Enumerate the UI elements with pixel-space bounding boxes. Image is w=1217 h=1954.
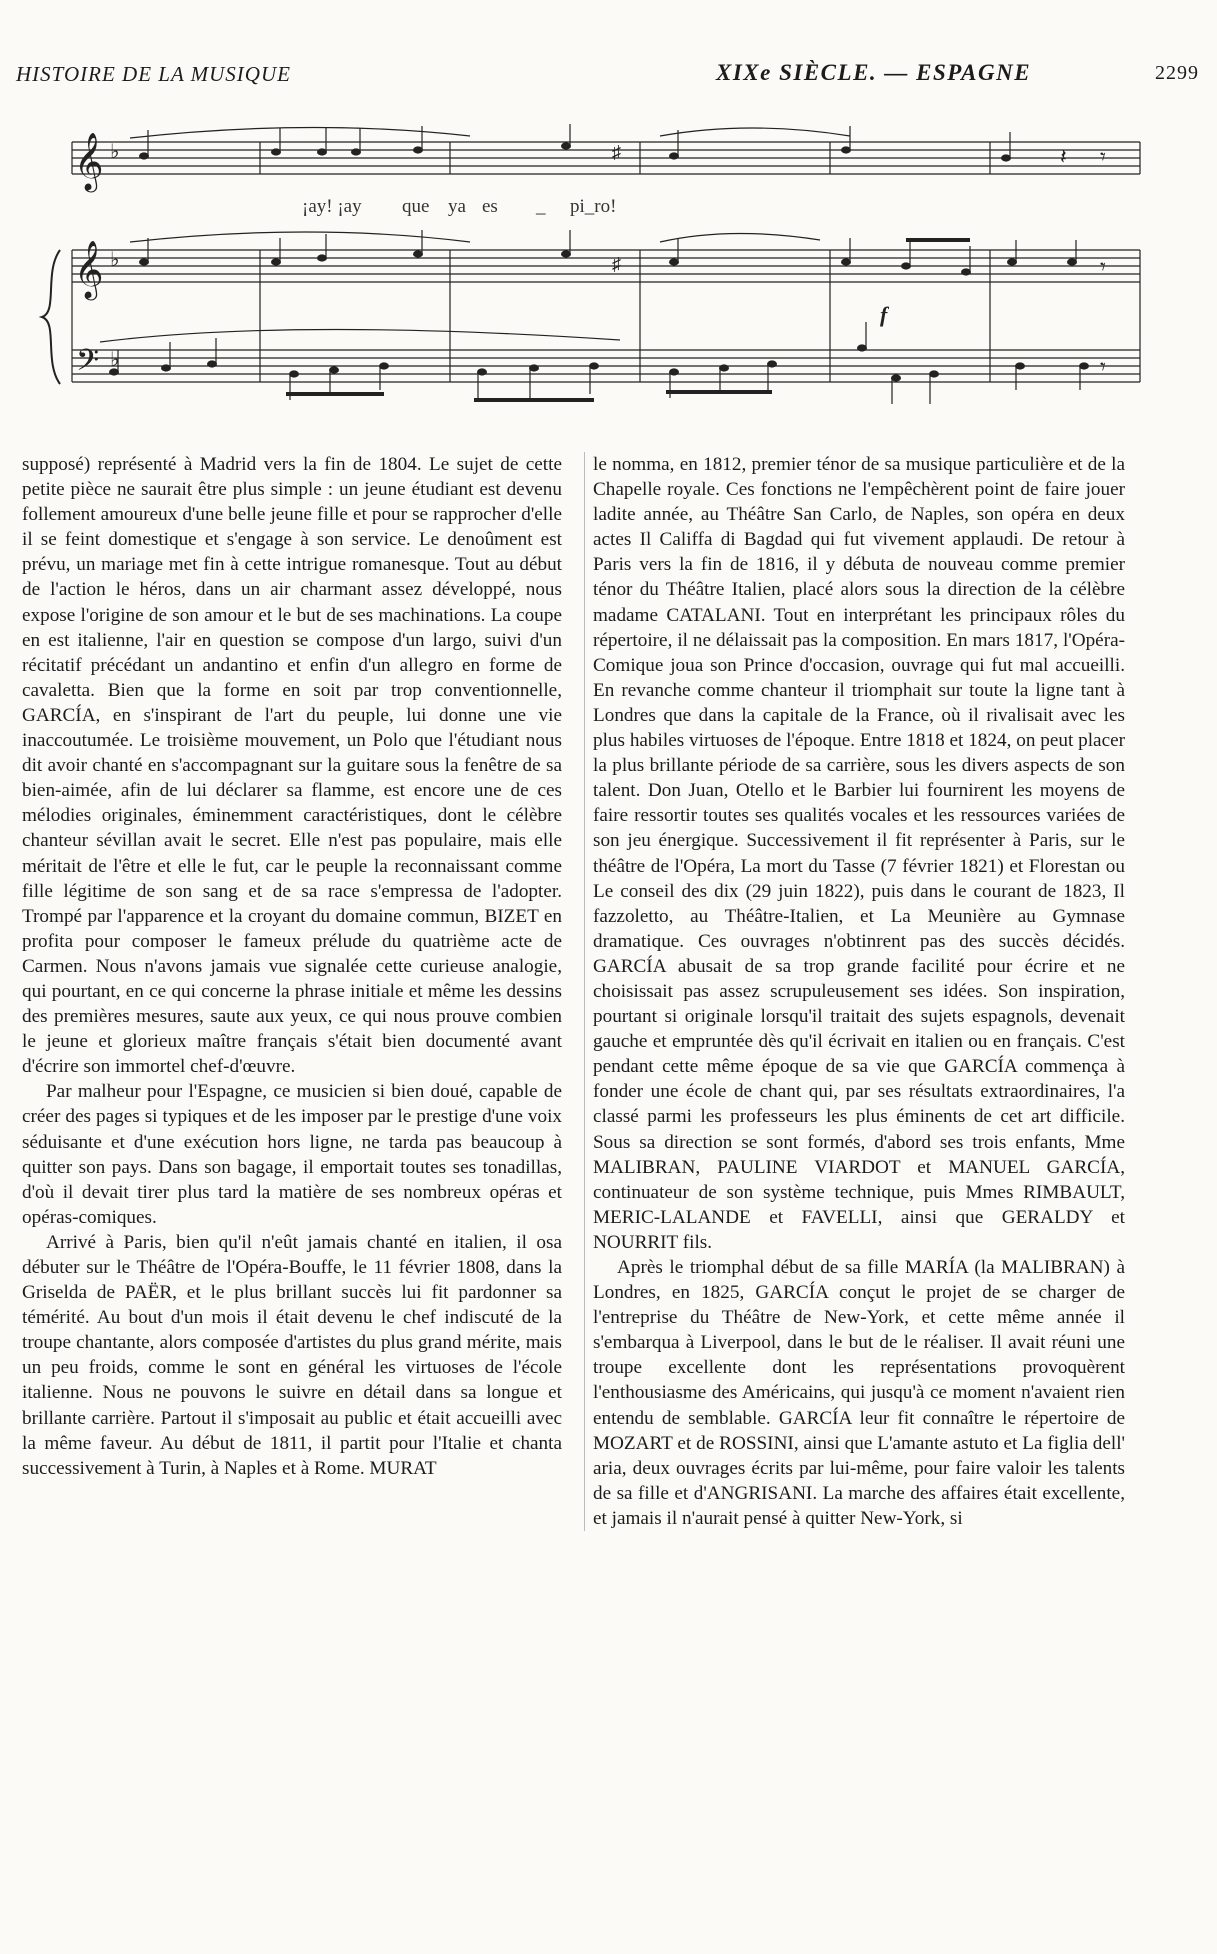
- svg-text:♯: ♯: [612, 142, 621, 162]
- running-header: [16, 62, 1199, 96]
- paragraph: Après le triomphal début de sa fille MARÍA (la MALIBRAN) à Londres, en 1825, GARCÍA conçut le projet de se charger de l'entreprise du Théâtre de New-York, et cette même année il s'embarqua à Liverpool, dans le but de le réaliser. Il avait réuni une troupe excellente dont les représentations provoquèrent l'enthousiasme des Américains, qui jusqu'à ce moment n'avaient rien entendu de semblable. GARCÍA leur fit connaître le répertoire de MOZART et de ROSSINI, ainsi que L'amante astuto et La figlia dell' aria, deux ouvrages écrits par lui-même, pour faire valoir les talents de sa fille et d'ANGRISANI. La marche des affaires était excellente, et jamais il n'aurait pensé à quitter New-York, si: [593, 1257, 1125, 1529]
- paragraph: Par malheur pour l'Espagne, ce musicien si bien doué, capable de créer des pages si typiques et de les imposer par le prestige d'une voix séduisante et d'une exécution hors ligne, ne tarda pas beaucoup à quitter son pays. Dans son bagage, il emportait toutes ses tonadillas, d'où il devait tirer plus tard la matière de ses nombreux opéras et opéras-comiques.: [22, 1081, 562, 1228]
- svg-text:♭: ♭: [110, 349, 120, 371]
- svg-text:𝄾: 𝄾: [1100, 354, 1106, 379]
- lyric-4: es: [482, 196, 498, 217]
- lyric-5: _: [536, 196, 546, 217]
- section-title: XIXe SIÈCLE. — ESPAGNE: [716, 60, 1032, 85]
- page-number: 2299: [1155, 62, 1199, 84]
- svg-text:𝄾: 𝄾: [1100, 144, 1106, 169]
- music-score: [30, 122, 1195, 422]
- dynamic-mark: f: [880, 302, 888, 327]
- piano-bass-staff: [72, 350, 1140, 382]
- treble-clef-icon: 𝄞: [74, 240, 104, 298]
- svg-text:𝄽: 𝄽: [1060, 144, 1067, 169]
- piano-treble-staff: [72, 250, 1140, 282]
- paragraph: supposé) représenté à Madrid vers la fin de 1804. Le sujet de cette petite pièce ne saurait être plus simple : un jeune étudiant est devenu follement amoureux d'une belle jeune fille et pour se rapprocher d'elle il se feint domestique et s'engage à son service. Le denoûment est prévu, un mariage met fin à cette intrigue romanesque. Tout au début de l'action le héros, dans un air charmant assez développé, nous expose l'origine de son amour et le but de ses machinations. La coupe en est italienne, l'air en question se compose d'un largo, suivi d'un récitatif précédant un andantino et enfin d'un allegro en forme de cavaletta. Bien que la forme en soit par trop conventionnelle, GARCÍA, en s'inspirant de l'art du peuple, lui donne une vie inaccoutumée. Le troisième mouvement, un Polo que l'étudiant nous dit avoir chanté en s'accompagnant sur la guitare sous la fenêtre de sa bien-aimée, afin de lui déclarer sa flamme, est encore une de ces mélodies originales, éminemment caractéristiques, dont le célèbre chanteur sévillan avait le secret. Elle n'est pas populaire, mais elle méritait de l'être et elle le fut, car le peuple la reconnaissant comme fille légitime de son sang et de sa race s'empressa de l'adopter. Trompé par l'apparence et la croyant du domaine commun, BIZET en profita pour composer le fameux prélude du quatrième acte de Carmen. Nous n'avons jamais vue signalée cette curieuse analogie, qui pourtant, en ce qui concerne la phrase initiale et même les dessins des premières mesures, saute aux yeux, ce qui nous prouve combien le jeune et glorieux maître français s'était bien documenté avant d'écrire son immortel chef-d'œuvre.: [22, 454, 562, 1078]
- right-column: [584, 452, 1125, 1531]
- lyric-2: que: [402, 196, 430, 217]
- bass-clef-icon: 𝄢: [76, 344, 100, 385]
- voice-staff: [72, 142, 1140, 174]
- book-title: HISTOIRE DE LA MUSIQUE: [16, 62, 291, 86]
- svg-text:♭: ♭: [110, 141, 120, 163]
- svg-text:𝄾: 𝄾: [1100, 254, 1106, 279]
- svg-text:♭: ♭: [110, 249, 120, 271]
- treble-clef-icon: 𝄞: [74, 132, 104, 190]
- paragraph: Arrivé à Paris, bien qu'il n'eût jamais chanté en italien, il osa débuter sur le Théâtre de l'Opéra-Bouffe, le 11 février 1808, dans la Griselda de PAËR, et le plus brillant succès lui fit pardonner sa témérité. Au bout d'un mois il était devenu le chef indiscuté de la troupe chantante, alors composée d'artistes du plus grand mérite, mais un peu froids, comme le sont en général les virtuoses de l'école italienne. Nous ne pouvons le suivre en détail dans sa longue et brillante carrière. Partout il s'imposait au public et était accueilli avec la même faveur. Au début de 1811, il partit pour l'Italie et chanta successivement à Turin, à Naples et à Rome. MURAT: [22, 1231, 562, 1479]
- lyric-3: ya: [448, 196, 466, 217]
- left-column: [22, 452, 562, 1481]
- lyric-1: ¡ay! ¡ay: [302, 196, 362, 217]
- svg-text:♯: ♯: [612, 254, 621, 274]
- paragraph: le nomma, en 1812, premier ténor de sa musique particulière et de la Chapelle royale. Ces fonctions ne l'empêchèrent point de faire jouer ladite année, au Théâtre San Carlo, de Naples, son opéra en deux actes Il Califfa di Bagdad qui fut vivement applaudi. De retour à Paris vers la fin de 1816, il y débuta de nouveau comme premier ténor du Théâtre Italien, placé alors sous la direction de la célèbre madame CATALANI. Tout en interprétant les principaux rôles du répertoire, il ne délaissait pas la composition. En mars 1817, l'Opéra-Comique joua son Prince d'occasion, ouvrage qui fut mal accueilli. En revanche comme chanteur il triomphait sur toute la ligne tant à Londres que dans la capitale de la France, où il rivalisait avec les plus habiles virtuoses de l'époque. Entre 1818 et 1824, on peut placer la plus brillante période de sa carrière, sous les divers aspects de son talent. Don Juan, Otello et le Barbier lui fournirent les moyens de faire ressortir toutes ses qualités vocales et les ressources variées de son jeu énergique. Successivement il fit représenter à Paris, sur le théâtre de l'Opéra, La mort du Tasse (7 février 1821) et Florestan ou Le conseil des dix (29 juin 1822), puis dans le courant de 1823, Il fazzoletto, au Théâtre-Italien, et La Meunière au Gymnase dramatique. Ces ouvrages n'obtinrent pas des succès décidés. GARCÍA abusait de sa trop grande facilité pour écrire et ne choisissait pas assez scrupuleusement ses idées. Son inspiration, pourtant si originale lorsqu'il traitait des sujets espagnols, devenait gauche et empruntée dès qu'il écrivait en italien ou en français. C'est pendant cette même époque de sa vie que GARCÍA commença à fonder une école de chant qui, par ses résultats extraordinaires, l'a classé parmi les professeurs les plus éminents de cet art difficile. Sous sa direction se sont formés, d'abord ses trois enfants, Mme MALIBRAN, PAULINE VIARDOT et MANUEL GARCÍA, continuateur de son système technique, puis Mmes RIMBAULT, MERIC-LALANDE et FAVELLI, ainsi que GERALDY et NOURRIT fils.: [593, 454, 1125, 1253]
- lyric-6: pi_ro!: [570, 196, 617, 217]
